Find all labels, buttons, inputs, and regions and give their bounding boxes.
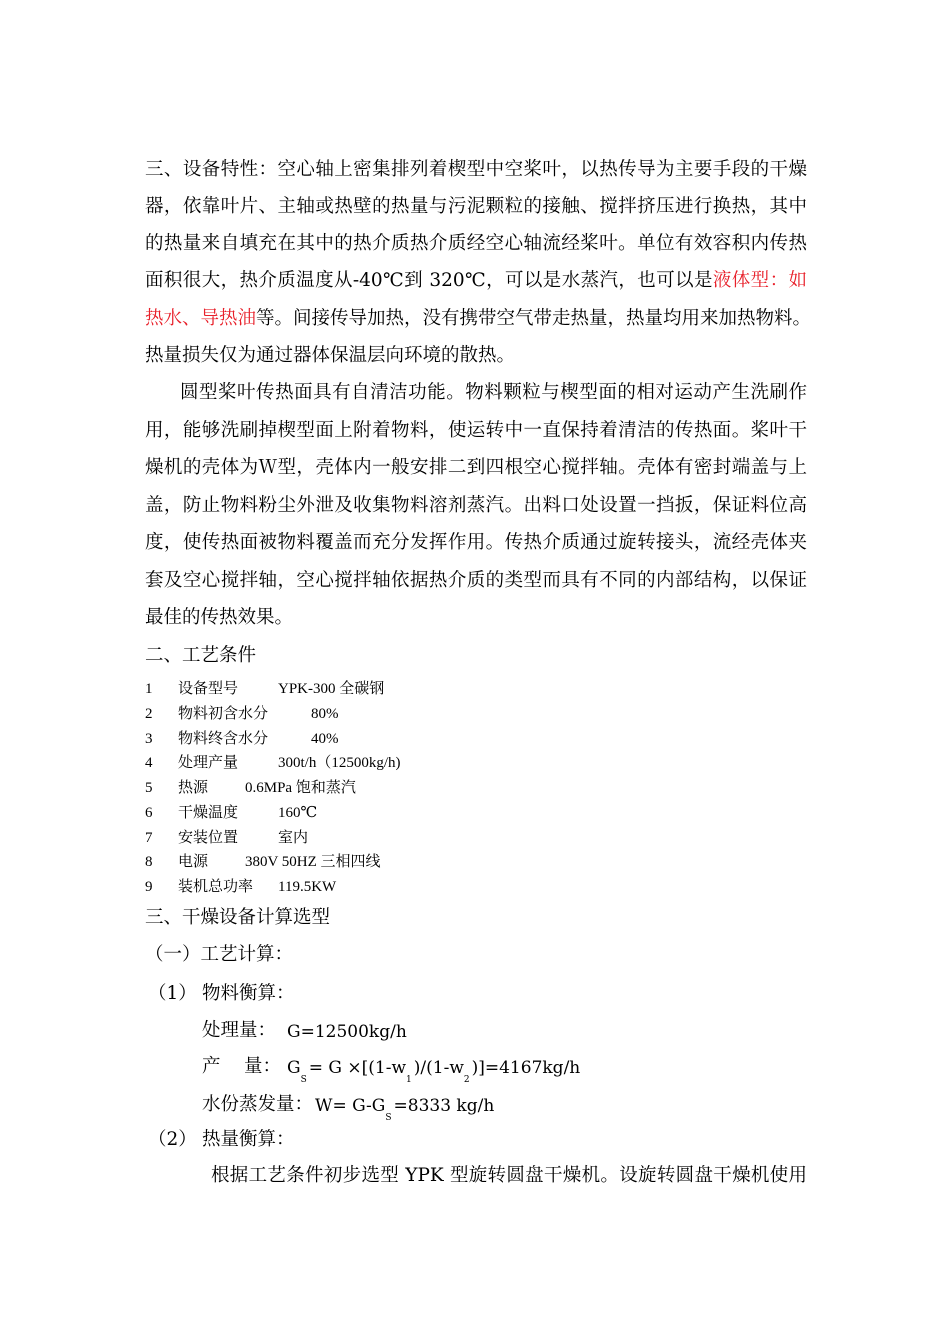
list-item-label: 物料初含水分 <box>178 706 269 722</box>
list-item-label: 处理产量 <box>178 755 239 771</box>
subsection-heading: 物料衡算： <box>202 983 295 1004</box>
paragraph-line <box>145 270 807 292</box>
list-item-label: 热源 <box>178 780 209 796</box>
paragraph-line: 盖，防止物料粉尘外泄及收集物料溶剂蒸汽。出料口处设置一挡扳，保证料位高 <box>145 495 807 516</box>
list-item-label: 物料终含水分 <box>178 731 269 747</box>
list-item-number: 2 <box>145 706 153 722</box>
list-item-label: 干燥温度 <box>178 805 239 821</box>
paragraph-line: 最佳的传热效果。 <box>145 607 294 628</box>
list-item-value: 室内 <box>278 830 309 846</box>
paragraph-line: 燥机的壳体为Ｗ型，壳体内一般安排二到四根空心搅拌轴。壳体有密封端盖与上 <box>145 457 807 478</box>
subsection-number: （1） <box>148 983 197 1004</box>
list-item-number: 6 <box>145 805 153 821</box>
formula-label: 产 量： <box>202 1056 282 1077</box>
paragraph-line: 套及空心搅拌轴，空心搅拌轴依据热介质的类型而具有不同的内部结构，以保证 <box>145 570 807 591</box>
list-item-number: 7 <box>145 830 153 846</box>
paragraph-line: 器，依靠叶片、主轴或热壁的热量与污泥颗粒的接触、搅拌挤压进行换热，其中 <box>145 196 807 217</box>
list-item-value: 380V 50HZ 三相四线 <box>245 854 381 870</box>
list-item-label: 装机总功率 <box>178 879 254 895</box>
formula-expression: $W= G-G_S=8333$ kg/h <box>315 1096 495 1123</box>
paragraph-line: 用，能够洗刷掉楔型面上附着物料，使运转中一直保持着清洁的传热面。桨叶干 <box>145 420 807 441</box>
list-item-number: 1 <box>145 681 153 697</box>
highlighted-text: 液体型：如 <box>712 270 807 291</box>
list-item-label: 电源 <box>178 854 209 870</box>
formula-label: 处理量： <box>202 1020 277 1041</box>
highlighted-text: 热水、导热油 <box>145 308 257 329</box>
list-item-label: 安装位置 <box>178 830 239 846</box>
paragraph-line: 度，使传热面被物料覆盖而充分发挥作用。传热介质通过旋转接头，流经壳体夹 <box>145 532 807 553</box>
paragraph-line: 热量损失仅为通过器体保温层向环境的散热。 <box>145 345 516 366</box>
list-item-value: 40% <box>311 731 339 747</box>
paragraph-line: 圆型桨叶传热面具有自清洁功能。物料颗粒与楔型面的相对运动产生洗刷作 <box>180 382 807 403</box>
list-item-number: 5 <box>145 780 153 796</box>
formula-expression: G=12500kg/h <box>287 1022 407 1042</box>
text-segment: 等。间接传导加热，没有携带空气带走热量，热量均用来加热物料。 <box>256 308 812 329</box>
list-item-number: 8 <box>145 854 153 870</box>
list-item-value: 160℃ <box>278 805 318 821</box>
paragraph-line <box>145 308 811 330</box>
text-segment: 面积很大，热介质温度从-40℃到 320℃，可以是水蒸汽，也可以是 <box>145 270 713 291</box>
paragraph-line: 三、设备特性：空心轴上密集排列着楔型中空桨叶，以热传导为主要手段的干燥 <box>145 159 807 180</box>
list-item-value: YPK-300 全碳钢 <box>278 681 385 697</box>
section-heading: 三、干燥设备计算选型 <box>145 907 331 928</box>
subsection-heading: 热量衡算： <box>202 1129 295 1150</box>
list-item-value: 119.5KW <box>278 879 337 895</box>
subsection-number: （2） <box>148 1129 197 1150</box>
section-heading: 二、工艺条件 <box>145 645 257 666</box>
paragraph-line: 的热量来自填充在其中的热介质热介质经空心轴流经桨叶。单位有效容积内传热 <box>145 233 807 254</box>
list-item-number: 3 <box>145 731 153 747</box>
list-item-number: 9 <box>145 879 153 895</box>
formula-expression: $G_S= G \times[(1-w_1)/(1-w_2)]=4167kg/h$ <box>287 1058 581 1085</box>
list-item-value: 80% <box>311 706 339 722</box>
list-item-label: 设备型号 <box>178 681 239 697</box>
list-item-value: 0.6MPa 饱和蒸汽 <box>245 780 356 796</box>
list-item-value: 300t/h（12500kg/h) <box>278 755 401 771</box>
paragraph-line: 根据工艺条件初步选型 YPK 型旋转圆盘干燥机。设旋转圆盘干燥机使用 <box>211 1165 807 1186</box>
formula-label: 水份蒸发量： <box>202 1094 314 1115</box>
subsection-heading: （一）工艺计算： <box>145 944 294 965</box>
list-item-number: 4 <box>145 755 153 771</box>
